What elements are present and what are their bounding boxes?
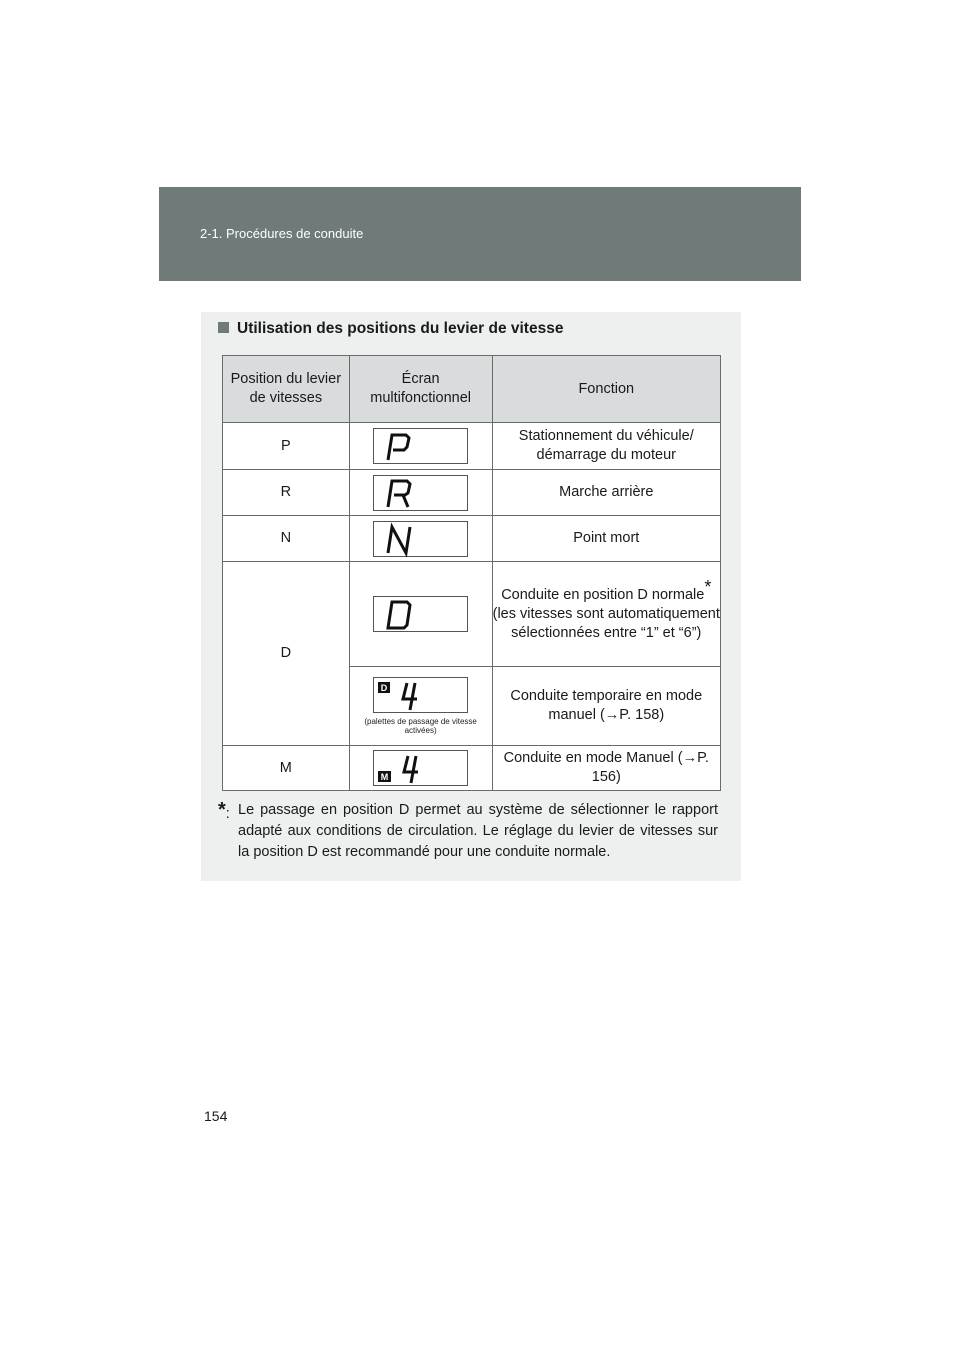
function-cell: Conduite temporaire en mode manuel (→P. 158) <box>492 667 720 746</box>
section-title: 2-1. Procédures de conduite <box>200 226 364 241</box>
panel-heading-text: Utilisation des positions du levier de vitesse <box>237 320 564 337</box>
display-d4-icon <box>373 677 468 713</box>
display-cell <box>349 423 492 470</box>
footnote <box>218 800 718 863</box>
page-number: 154 <box>204 1108 228 1124</box>
svg-text:M: M <box>380 772 389 782</box>
position-cell: D <box>223 562 350 746</box>
svg-text:D: D <box>380 683 388 693</box>
position-cell: P <box>223 423 350 470</box>
table-header-row <box>223 356 721 423</box>
column-header-function: Fonction <box>492 356 720 423</box>
position-cell: M <box>223 746 350 791</box>
display-n-icon <box>373 521 468 557</box>
column-header-display: Écran multifonctionnel <box>349 356 492 423</box>
function-note: (les vitesses sont automatiquement sélectionnées entre “1” et “6”) <box>492 605 720 641</box>
function-cell: Point mort <box>492 516 720 562</box>
display-caption: (palettes de passage de vitesse activées) <box>364 717 477 735</box>
gear-position-table <box>222 355 721 791</box>
table-row <box>223 423 721 470</box>
display-p-icon <box>373 428 468 464</box>
footnote-mark: *: <box>218 799 230 822</box>
display-cell <box>349 667 492 746</box>
function-cell: Marche arrière <box>492 470 720 516</box>
display-cell <box>349 516 492 562</box>
table-row <box>223 516 721 562</box>
display-r-icon <box>373 475 468 511</box>
display-m4-icon <box>373 750 468 786</box>
function-text: Conduite en position D normale <box>501 586 705 603</box>
position-cell: N <box>223 516 350 562</box>
footnote-text: Le passage en position D permet au système de sélectionner le rapport adapté aux conditions de circulation. Le réglage du levier de vitesses sur la position D est recommandé pour une conduite normale. <box>238 802 718 860</box>
function-cell <box>492 562 720 667</box>
display-cell <box>349 746 492 791</box>
table-row <box>223 562 721 667</box>
function-cell: Conduite en mode Manuel (→P. 156) <box>492 746 720 791</box>
display-cell <box>349 470 492 516</box>
position-cell: R <box>223 470 350 516</box>
footnote-reference: * <box>704 576 712 597</box>
display-d-icon <box>373 596 468 632</box>
square-bullet-icon <box>218 322 229 333</box>
table-row <box>223 470 721 516</box>
panel-heading <box>218 320 563 338</box>
column-header-position: Position du levier de vitesses <box>223 356 350 423</box>
table-row <box>223 746 721 791</box>
display-cell <box>349 562 492 667</box>
function-cell: Stationnement du véhicule/ démarrage du moteur <box>492 423 720 470</box>
